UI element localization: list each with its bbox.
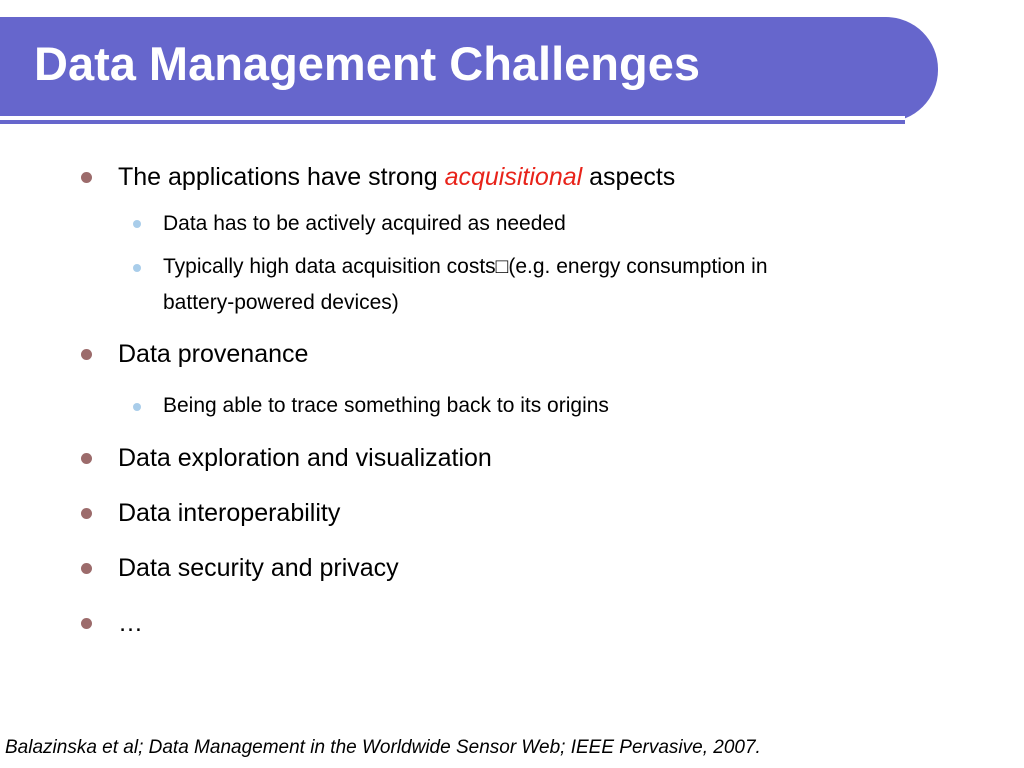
sub-bullet-dot-icon (133, 264, 141, 272)
bullet-dot-icon (81, 349, 92, 360)
bullet-dot-icon (81, 172, 92, 183)
bullet-acquisitional (118, 165, 675, 190)
citation: Balazinska et al; Data Management in the Worldwide Sensor Web; IEEE Pervasive, 2007. (5, 737, 761, 758)
bullet-ellipsis: … (118, 609, 143, 637)
bullet-dot-icon (81, 618, 92, 629)
bullet-provenance: Data provenance (118, 340, 309, 368)
sub-bullet-dot-icon (133, 220, 141, 228)
bullet-exploration: Data exploration and visualization (118, 444, 492, 472)
slide-title: Data Management Challenges (34, 37, 701, 90)
bullet-interoperability: Data interoperability (118, 499, 341, 527)
bullet-text: aspects (582, 163, 676, 191)
bullet-dot-icon (81, 453, 92, 464)
bullet-text: The applications have strong (118, 163, 445, 191)
bullet-dot-icon (81, 563, 92, 574)
sub-bullet-acquisition-costs-line2: battery-powered devices) (163, 291, 399, 314)
sub-bullet-dot-icon (133, 403, 141, 411)
sub-bullet-trace-origins: Being able to trace something back to its origins (163, 394, 609, 417)
bullet-security-privacy: Data security and privacy (118, 554, 399, 582)
emphasis-text: acquisitional (444, 163, 583, 191)
bullet-dot-icon (81, 508, 92, 519)
sub-bullet-acquisition-costs-line1: Typically high data acquisition costs□(e.g. energy consumption in (163, 255, 768, 278)
sub-bullet-actively-acquired: Data has to be actively acquired as needed (163, 212, 566, 235)
